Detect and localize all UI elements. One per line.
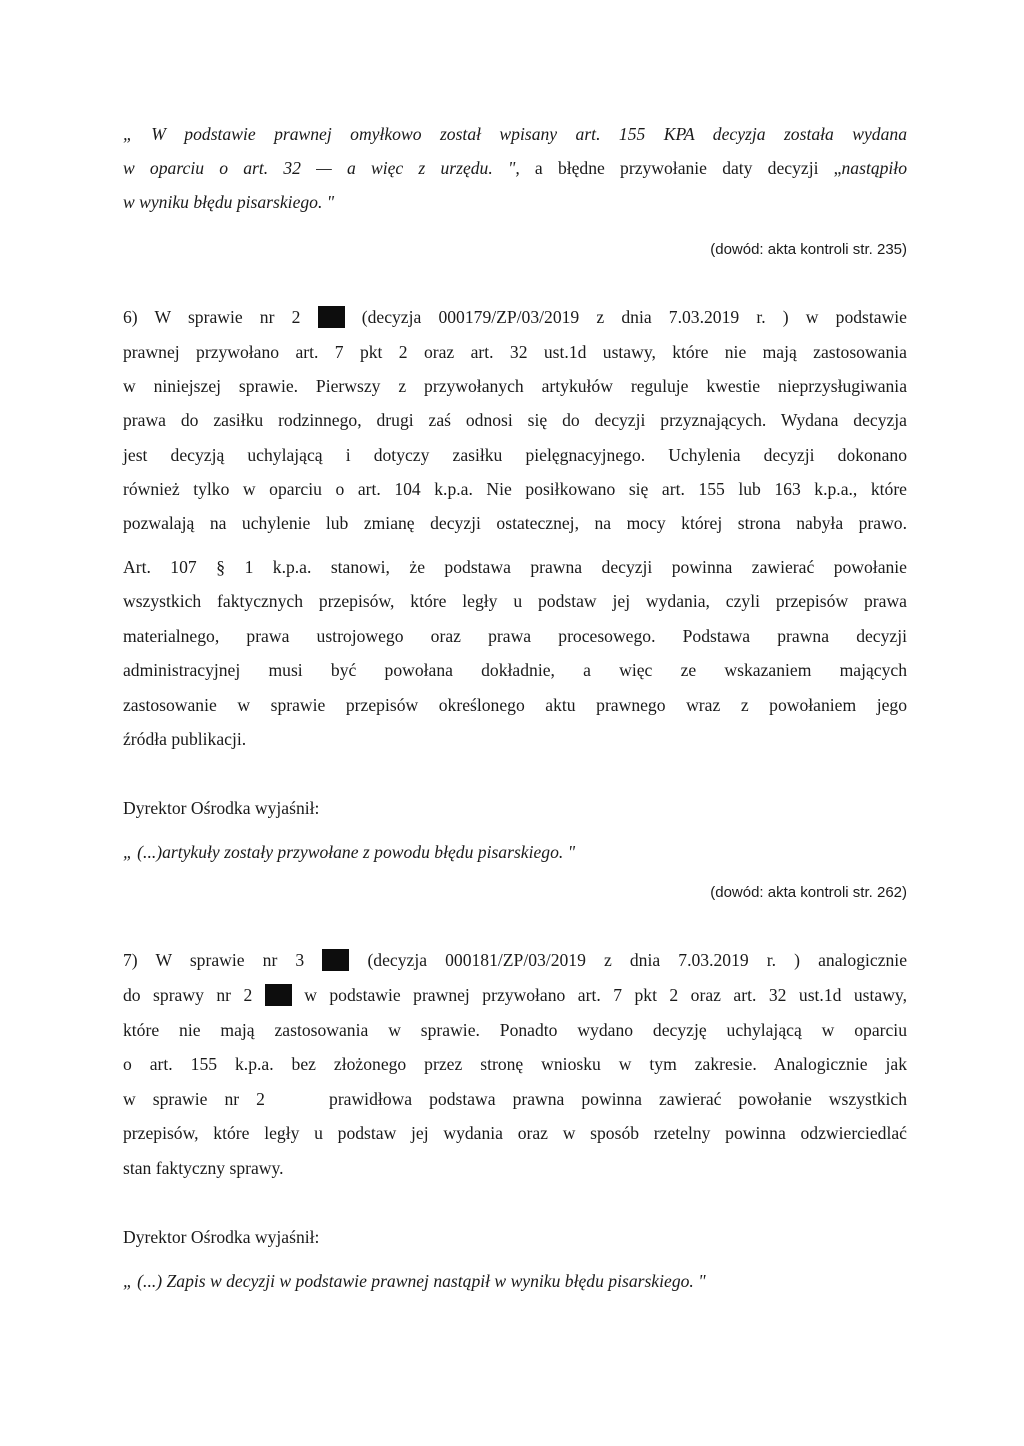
art-text: 1 k.p.a. stanowi, że podstawa prawna decyzji powinna zawierać powołanie <box>244 557 907 577</box>
paragraph-line: jest decyzją uchylającą i dotyczy zasiłku pielęgnacyjnego. Uchylenia decyzji dokonano <box>123 445 907 465</box>
paragraph-line: materialnego, prawa ustrojowego oraz prawa procesowego. Podstawa prawna decyzji <box>123 626 907 646</box>
case-ref-text: w podstawie prawnej przywołano art. 7 pkt 2 oraz art. 32 ust.1d ustawy, <box>304 985 907 1005</box>
paragraph-line: w niniejszej sprawie. Pierwszy z przywołanych artykułów reguluje kwestie nieprzysługiwania <box>123 376 907 396</box>
case-ref-text: prawidłowa podstawa prawna powinna zawierać powołanie wszystkich <box>329 1089 907 1109</box>
item-6-case-label: 6) W sprawie nr 2 <box>123 307 301 327</box>
paragraph-line: źródła publikacji. <box>123 729 247 749</box>
quote-line-2-text: a błędne przywołanie daty decyzji „ <box>519 158 842 178</box>
item-6-decision-ref: (decyzja 000179/ZP/03/2019 z dnia 7.03.2019 r. ) w podstawie <box>361 307 907 327</box>
paragraph-line: wszystkich faktycznych przepisów, które legły u podstaw jej wydania, czyli przepisów prawa <box>123 591 907 611</box>
quote-line-2-italic-end: nastąpiło <box>841 158 907 178</box>
paragraph-line: pozwalają na uchylenie lub zmianę decyzji ostatecznej, na mocy której strona nabyła prawo. <box>123 513 907 533</box>
redaction-block <box>265 984 292 1006</box>
paragraph-line: również tylko w oparciu o art. 104 k.p.a. Nie posiłkowano się art. 155 lub 163 k.p.a., które <box>123 479 907 499</box>
evidence-reference-262: (dowód: akta kontroli str. 262) <box>710 884 907 901</box>
document-page <box>123 0 907 1446</box>
paragraph-line: zastosowanie w sprawie przepisów określonego aktu prawnego wraz z powołaniem jego <box>123 695 907 715</box>
director-explained-heading: Dyrektor Ośrodka wyjaśnił: <box>123 798 320 818</box>
item-7-decision-ref: (decyzja 000181/ZP/03/2019 z dnia 7.03.2019 r. ) analogicznie <box>367 950 908 970</box>
item-7-case-label: 7) W sprawie nr 3 <box>123 950 305 970</box>
item-7-line-5 <box>123 1088 907 1110</box>
case-ref-label: do sprawy nr 2 <box>123 985 253 1005</box>
redaction-block <box>318 306 345 328</box>
quote-line-1: „ W podstawie prawnej omyłkowo został wpisany art. 155 KPA decyzja została wydana <box>123 124 907 144</box>
paragraph-line: o art. 155 k.p.a. bez złożonego przez stronę wniosku w tym zakresie. Analogicznie jak <box>123 1054 907 1074</box>
paragraph-line: które nie mają zastosowania w sprawie. Ponadto wydano decyzję uchylającą w oparciu <box>123 1020 907 1040</box>
paragraph-line: administracyjnej musi być powołana dokładnie, a więc ze wskazaniem mających <box>123 660 907 680</box>
director-explained-heading: Dyrektor Ośrodka wyjaśnił: <box>123 1227 320 1247</box>
quote-line-2 <box>123 157 907 179</box>
paragraph-line: stan faktyczny sprawy. <box>123 1158 284 1178</box>
evidence-reference-235: (dowód: akta kontroli str. 235) <box>710 241 907 258</box>
quote-line-2-italic: w oparciu o art. 32 — a więc z urzędu. ", <box>123 158 520 178</box>
paragraph-line: prawnej przywołano art. 7 pkt 2 oraz art. 32 ust.1d ustawy, które nie mają zastosowania <box>123 342 907 362</box>
paragraph-line: prawa do zasiłku rodzinnego, drugi zaś odnosi się do decyzji przyznających. Wydana decyzja <box>123 410 907 430</box>
quote-line-3: w wyniku błędu pisarskiego. " <box>123 192 335 212</box>
director-quote: „ (...)artykuły zostały przywołane z powodu błędu pisarskiego. " <box>123 842 576 862</box>
art-label: Art. 107 <box>123 557 197 577</box>
item-7-line-1 <box>123 949 907 971</box>
paragraph-line-art-107 <box>123 556 907 578</box>
section-symbol: § <box>216 557 226 577</box>
item-6-line-1 <box>123 306 907 328</box>
case-ref-label: w sprawie nr 2 <box>123 1089 265 1109</box>
paragraph-line: przepisów, które legły u podstaw jej wydania oraz w sposób rzetelny powinna odzwierciedlać <box>123 1123 907 1143</box>
director-quote: „ (...) Zapis w decyzji w podstawie prawnej nastąpił w wyniku błędu pisarskiego. " <box>123 1271 706 1291</box>
redaction-block <box>322 949 349 971</box>
item-7-line-2 <box>123 984 907 1006</box>
